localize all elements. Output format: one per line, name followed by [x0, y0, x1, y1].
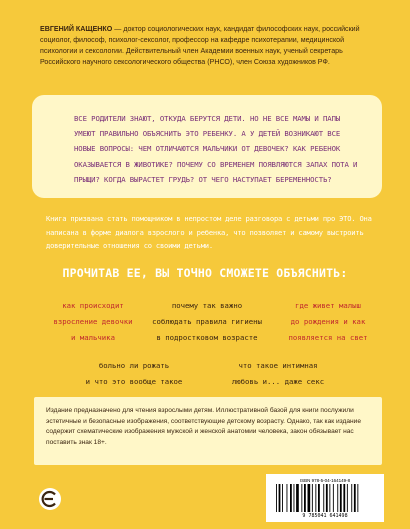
topic-line: что такое интимная — [238, 361, 318, 370]
topic-intimacy — [218, 358, 338, 390]
topic-line: почему так важно — [171, 301, 243, 310]
topic-line: и что это вообще такое — [85, 377, 183, 386]
headline: ПРОЧИТАВ ЕЕ, ВЫ ТОЧНО СМОЖЕТЕ ОБЪЯСНИТЬ: — [62, 266, 348, 280]
topic-line: в подростковом возрасте — [156, 333, 258, 342]
author-bio-text: — доктор социологических наук, кандидат философских наук, российский социолог, философ, психолог-сексолог, профессор на кафедре психотерапии, медицинской психологии и сексологии. Действительный член Академии военных наук, ученый секретарь Российского научного сексологического общества (РНСО), член Союза художников РФ. — [40, 25, 360, 66]
topic-birth — [268, 298, 388, 346]
info-text: Издание предназначено для чтения взрослыми детям. Иллюстративной базой для книги послужили эстетичные и безопасные изображения, соответствующие детскому возрасту. Однако, так как издание содержит схематические изображения мужской и женской анатомии человека, закон обязывает нас поставить знак 18+. — [46, 407, 362, 447]
lead-text: ВСЕ РОДИТЕЛИ ЗНАЮТ, ОТКУДА БЕРУТСЯ ДЕТИ. НО НЕ ВСЕ МАМЫ И ПАПЫ УМЕЮТ ПРАВИЛЬНО ОБЪЯСНИТЬ ЭТО РЕБЕНКУ. А У ДЕТЕЙ ВОЗНИКАЮТ ВСЕ НОВЫЕ ВОПРОСЫ: ЧЕМ ОТЛИЧАЮТСЯ МАЛЬЧИКИ ОТ ДЕВОЧЕК? КАК РЕБЕНОК ОКАЗЫВАЕТСЯ В ЖИВОТИКЕ? ПОЧЕМУ СО ВРЕМЕНЕМ ПОЯВЛЯЮТСЯ ЗАПАХ ПОТА И ПРЫЩИ? КОГДА ВЫРАСТЕТ ГРУДЬ? ОТ ЧЕГО НАСТУПАЕТ БЕРЕМЕННОСТЬ? — [74, 114, 358, 184]
topic-hygiene — [146, 298, 268, 346]
topic-growing-up — [38, 298, 148, 346]
topic-line: больно ли рожать — [98, 361, 170, 370]
info-box — [34, 397, 382, 465]
topic-line: где живет малыш — [295, 301, 361, 310]
topic-line: до рождения и как — [290, 317, 366, 326]
topic-line: любовь и... даже секс — [231, 377, 325, 386]
topic-line: появляется на свет — [288, 333, 368, 342]
purpose-text: Книга призвана стать помощником в непростом деле разговора с детьми про ЭТО. Она написана в форме диалога взрослого и ребенка, что позволяет и самому выстроить доверительные отношения со своими детьми. — [46, 214, 372, 250]
lead-text-box — [32, 95, 382, 198]
barcode-digits: 9 785041 641498 — [302, 513, 348, 519]
topic-line: и мальчика — [71, 333, 115, 342]
author-name: ЕВГЕНИЙ КАЩЕНКО — [40, 25, 113, 33]
topic-childbirth-pain — [78, 358, 190, 390]
isbn-number: ISBN 978-5-04-164149-8 — [299, 478, 351, 483]
topic-line: взросление девочки — [53, 317, 133, 326]
topic-line: как происходит — [62, 301, 124, 310]
eksmo-logo-icon — [38, 487, 62, 511]
topic-line: соблюдать правила гигиены — [152, 317, 262, 326]
author-bio — [40, 24, 380, 68]
barcode — [266, 474, 384, 522]
